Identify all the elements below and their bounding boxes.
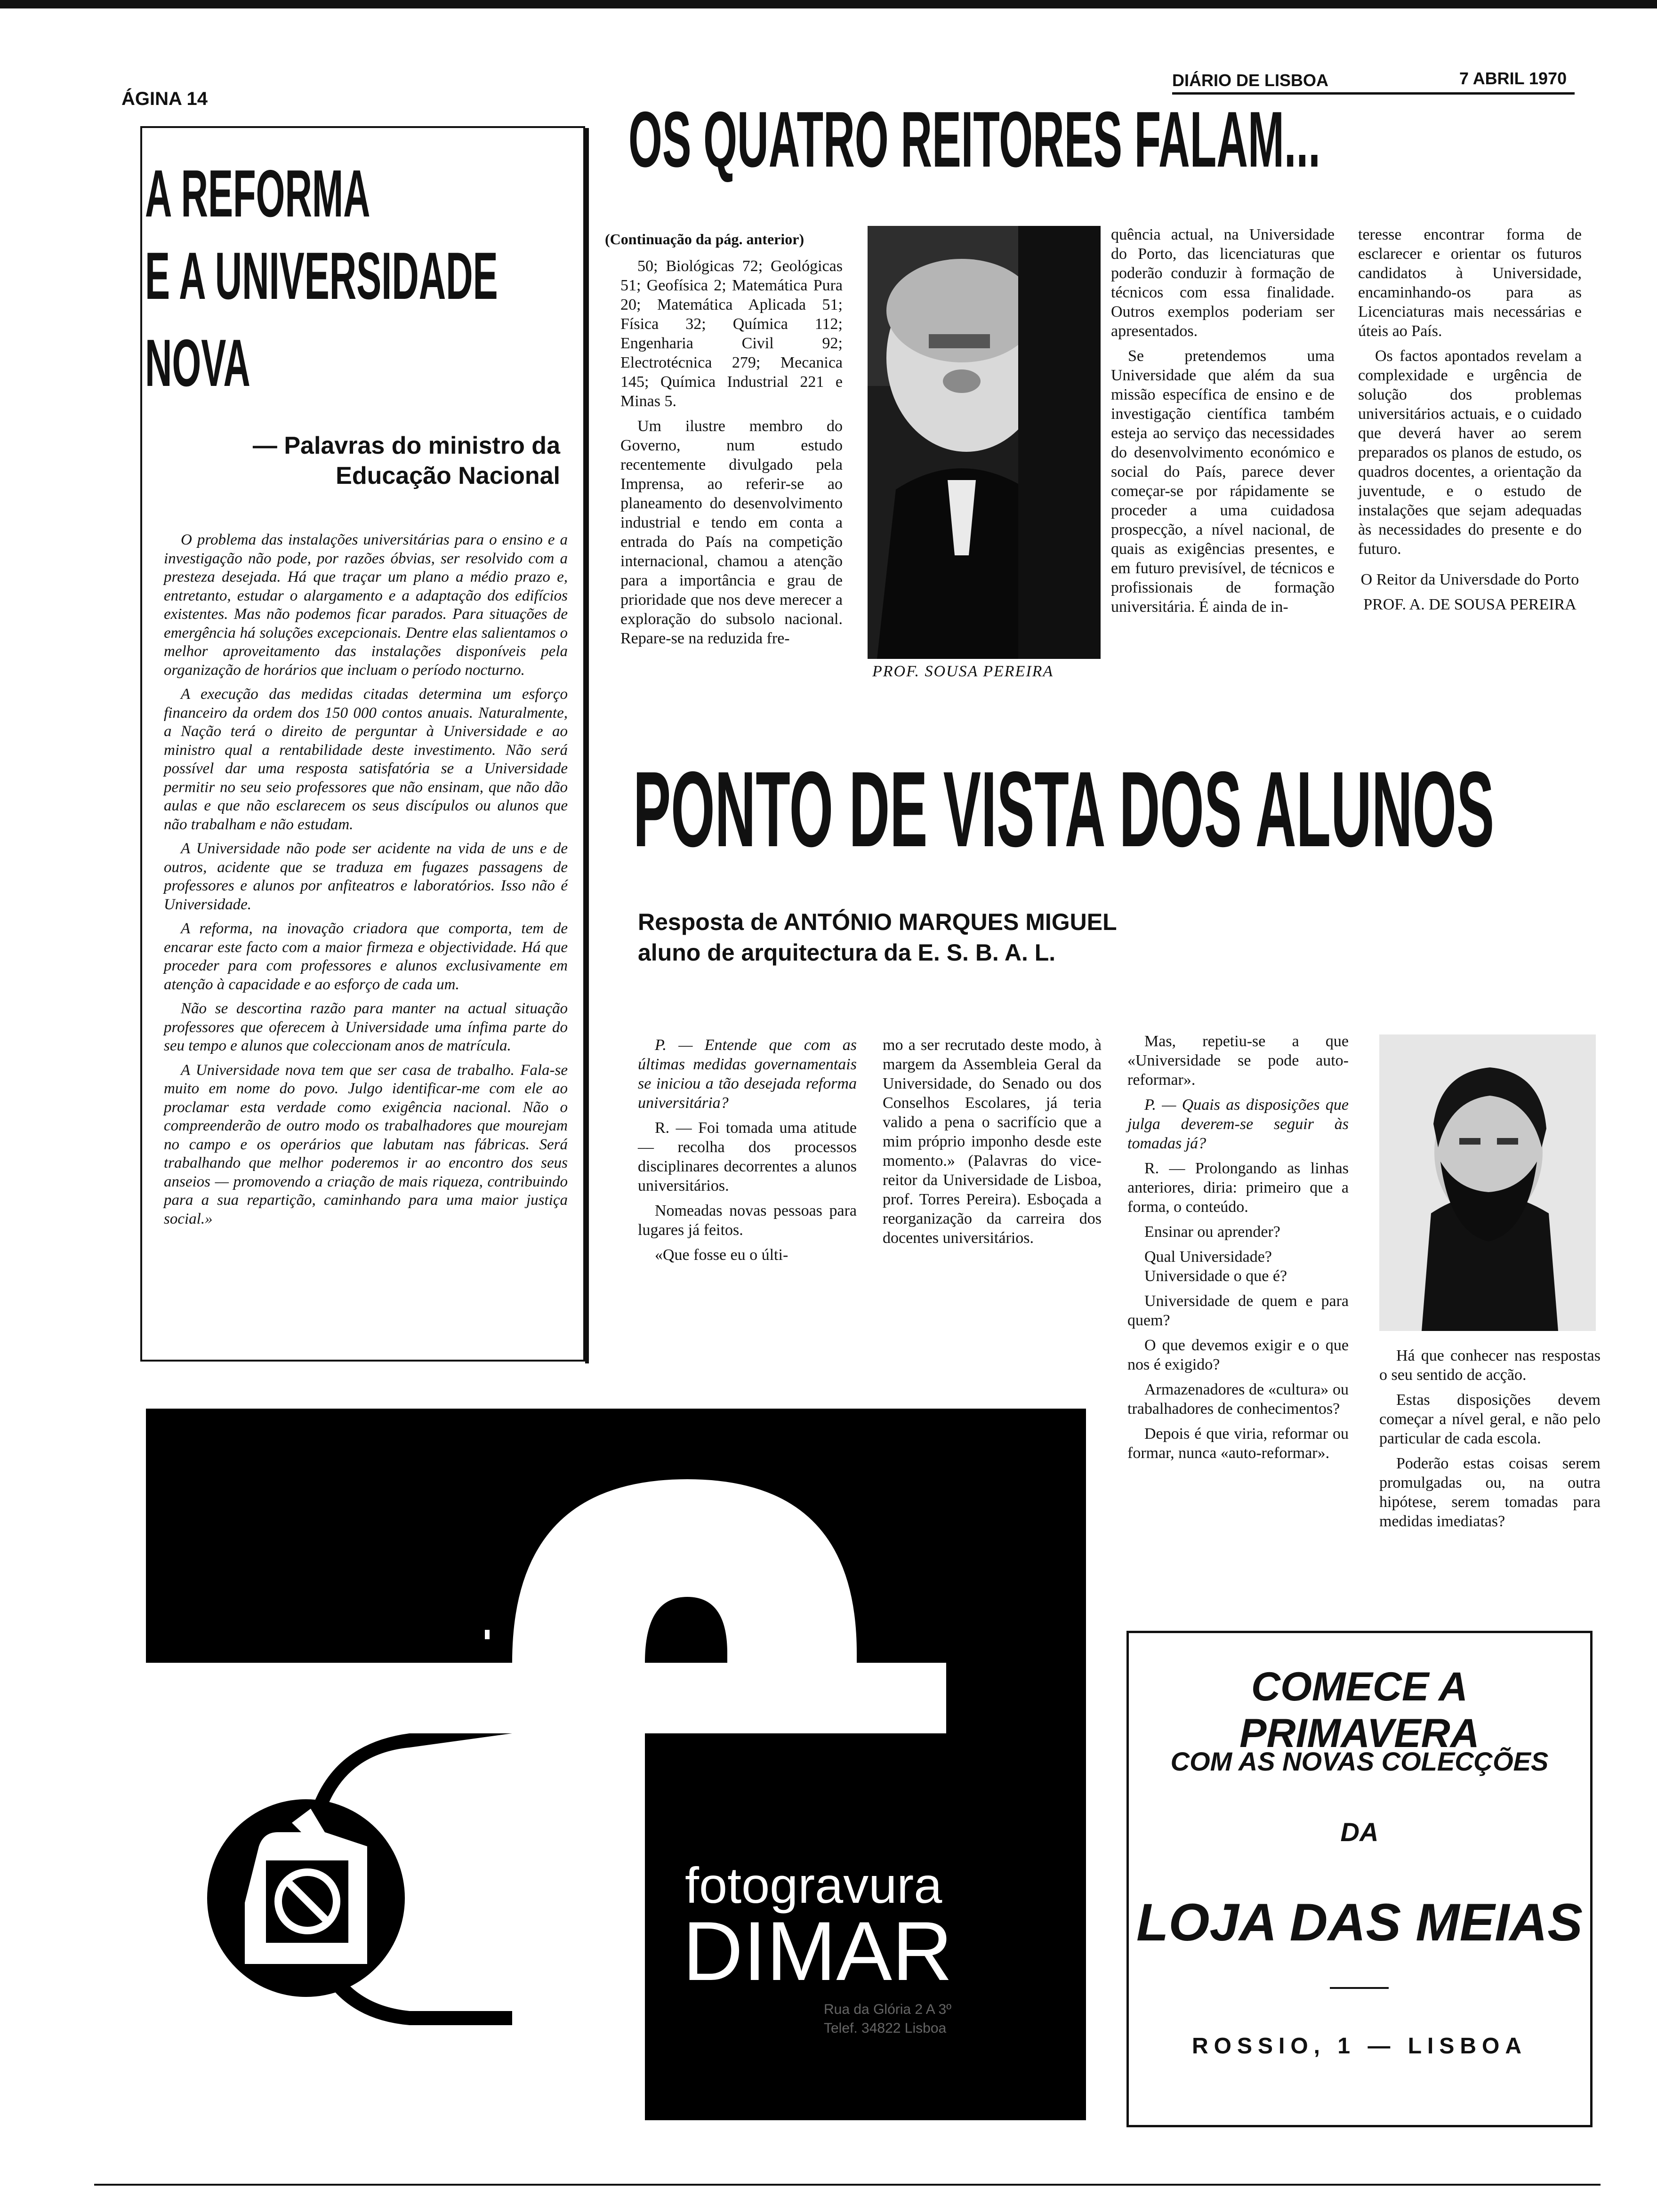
reitor-signoff-name: PROF. A. DE SOUSA PEREIRA xyxy=(1363,596,1577,613)
paragraph: teresse encontrar forma de esclarecer e orientar os futuros candidatos à Universidade, encaminhando-os para as Licenciaturas mais necessárias e úteis ao País. xyxy=(1358,226,1582,340)
alunos-column-1 xyxy=(638,1035,857,1270)
answer: R. — Prolongando as linhas anteriores, diria: primeiro que a forma, o conteúdo. xyxy=(1127,1160,1349,1216)
paragraph: Armazenadores de «cultura» ou trabalhadores de conhecimentos? xyxy=(1127,1381,1349,1418)
dimar-phone: Telef. 34822 Lisboa xyxy=(824,2020,947,2036)
alunos-subtitle-1: Resposta de ANTÓNIO MARQUES MIGUEL xyxy=(638,909,1117,935)
paragraph: Qual Universidade? xyxy=(1144,1248,1272,1266)
reitores-column-4 xyxy=(1358,225,1582,620)
meias-line-3: DA xyxy=(1340,1817,1379,1847)
student-portrait-image xyxy=(1379,1034,1596,1331)
paragraph: Poderão estas coisas serem promulgadas ou, na outra hipótese, serem tomadas para medidas imediatas? xyxy=(1379,1455,1601,1530)
issue-date: 7 ABRIL 1970 xyxy=(1459,69,1567,88)
paragraph: Ensinar ou aprender? xyxy=(1144,1223,1280,1241)
dimar-fotogravura-text: fotogravura xyxy=(685,1857,942,1914)
meias-line-2: COM AS NOVAS COLECÇÕES xyxy=(1170,1747,1549,1776)
left-article-title-line-1: A REFORMA xyxy=(145,156,370,231)
alunos-column-4 xyxy=(1379,1346,1601,1537)
meias-line-1: COMECE A PRIMAVERA xyxy=(1239,1664,1480,1756)
paragraph: Há que conhecer nas respostas o seu sentido de acção. xyxy=(1379,1347,1601,1384)
reitores-column-3 xyxy=(1111,225,1335,622)
paragraph: Se pretendemos uma Universidade que além da sua missão específica de ensino e de investigação científica também esteja ao serviço das necessidades do desenvolvimento económico e social do País, parece dever começar-se por rápidamente se proceder a uma cuidadosa prospecção, a nível nacional, de quais as exigências presentes, e em futuro previsível, de técnicos e profissionais de formação universitária. É ainda de in- xyxy=(1111,347,1335,616)
paragraph: Não se descortina razão para manter na actual situação professores que oferecem à Universidade uma ínfima parte do seu tempo e alunos que coleccionam anos de matrícula. xyxy=(164,1000,568,1054)
meias-address: ROSSIO, 1 — LISBOA xyxy=(1191,2034,1528,2059)
left-article-subtitle xyxy=(188,431,560,491)
reitores-column-1 xyxy=(620,256,843,654)
left-article-subtitle-line-2: Educação Nacional xyxy=(336,462,560,489)
bottom-rule xyxy=(94,2184,1601,2186)
left-article-subtitle-line-1: — Palavras do ministro da xyxy=(252,432,560,459)
left-article-title-line-3: NOVA xyxy=(145,326,250,401)
alunos-column-3 xyxy=(1127,1032,1349,1468)
paragraph: O problema das instalações universitárias para o ensino e a investigação não pode, por razões óbvias, ser resolvido com a presteza desejada. Há que traçar um plano a médio prazo e, entretanto, estudar o alargamento e a adaptação dos edifícios existentes. Mas não podemos ficar parados. Para situações de emergência há soluções excepcionais. Dentre elas salientamos o melhor aproveitamento das instalações disponíveis pela organização de horários que incluam o período nocturno. xyxy=(164,531,568,679)
paragraph: 50; Biológicas 72; Geológicas 51; Geofísica 2; Matemática Pura 20; Matemática Aplicada 51; Física 32; Química 112; Engenharia Civil 92; Electrotécnica 279; Mecanica 145; Química Industrial 221 e Minas 5. xyxy=(620,257,843,410)
question: P. — Quais as disposições que julga deverem-se seguir às tomadas já? xyxy=(1127,1096,1349,1152)
answer: R. — Foi tomada uma atitude — recolha dos processos disciplinares decorrentes a alunos universitários. xyxy=(638,1119,857,1194)
newspaper-name: DIÁRIO DE LISBOA xyxy=(1172,71,1329,90)
left-article-title-line-2: E A UNIVERSIDADE xyxy=(145,239,498,313)
page-number: ÁGINA 14 xyxy=(121,88,208,109)
meias-line-4: LOJA DAS MEIAS xyxy=(1136,1893,1583,1952)
paragraph: O que devemos exigir e o que nos é exigido? xyxy=(1127,1337,1349,1373)
reitores-headline: OS QUATRO REITORES FALAM... xyxy=(628,95,1320,184)
paragraph: Nomeadas novas pessoas para lugares já feitos. xyxy=(638,1202,857,1239)
paragraph: A reforma, na inovação criadora que comporta, tem de encarar este facto com a maior firmeza e objectividade. Há que proceder para com professores e alunos exclusivamente em atenção à capacidade e ao esforço de cada um. xyxy=(164,920,568,993)
alunos-subtitle-2: aluno de arquitectura da E. S. B. A. L. xyxy=(638,939,1056,966)
portrait-image xyxy=(868,226,1101,659)
top-rule xyxy=(0,0,1657,8)
paragraph: Mas, repetiu-se a que «Universidade se pode auto-reformar». xyxy=(1127,1033,1349,1089)
paragraph: A execução das medidas citadas determina um esforço financeiro da ordem dos 150 000 contos anuais. Naturalmente, a Nação terá o direito de perguntar à Universidade e ao ministro qual a rentabilidade deste investimento. Não será possível dar uma resposta satisfatória se a Universidade permitir no seu seio professores que não ensinam, que não dão aulas e que não esclarecem os seus discípulos ou alunos que não trabalham e não estudam. xyxy=(164,686,568,833)
left-article-body xyxy=(164,531,568,1234)
paragraph: Depois é que viria, reformar ou formar, nunca «auto-reformar». xyxy=(1127,1425,1349,1462)
dimar-address: Rua da Glória 2 A 3º xyxy=(824,2002,952,2017)
dimar-advertisement xyxy=(146,1409,1086,2120)
paragraph: A Universidade não pode ser acidente na vida de uns e de outros, acidente que se traduza em fugazes passagens de professores e alunos por anfiteatros e laboratórios. Isso não é Universidade. xyxy=(164,840,568,913)
question: P. — Entende que com as últimas medidas governamentais se iniciou a tão desejada reforma universitária? xyxy=(638,1036,857,1112)
portrait-photo-sousa-pereira xyxy=(868,226,1101,659)
alunos-headline: PONTO DE VISTA DOS ALUNOS xyxy=(633,750,1495,869)
paragraph: quência actual, na Universidade do Porto, das licenciaturas que poderão conduzir à formação de técnicos com essa finalidade. Outros exemplos poderiam ser apresentados. xyxy=(1111,226,1335,340)
paragraph: Universidade de quem e para quem? xyxy=(1127,1292,1349,1329)
paragraph: Universidade o que é? xyxy=(1144,1267,1287,1285)
left-article-box-shadow xyxy=(585,128,589,1363)
dimar-brand-text: DIMAR xyxy=(683,1904,953,1998)
meias-divider xyxy=(1330,1987,1389,1989)
paragraph: Os factos apontados revelam a complexidade e urgência de solução dos problemas universitários actuais, e o cuidado que deverá haver ao serem preparados os planos de estudo, os quadros docentes, a orientação da juventude, e o estudo de instalações que sejam adequadas às necessidades do presente e do futuro. xyxy=(1358,347,1582,558)
portrait-photo-student xyxy=(1379,1034,1596,1331)
paragraph: «Que fosse eu o últi- xyxy=(655,1246,788,1264)
paragraph: Estas disposições devem começar a nível geral, e não pelo particular de cada escola. xyxy=(1379,1391,1601,1447)
portrait-caption: PROF. SOUSA PEREIRA xyxy=(872,663,1054,680)
paragraph: Um ilustre membro do Governo, num estudo recentemente divulgado pela Imprensa, ao referir-se ao planeamento do desenvolvimento industrial e tendo em conta a entrada do País na competição internacional, chamou a atenção para a importância e grau de prioridade que nos deve merecer a exploração do subsolo nacional. Repare-se na reduzida fre- xyxy=(620,417,843,647)
reitor-signoff-title: O Reitor da Universdade do Porto xyxy=(1360,571,1579,588)
alunos-column-2 xyxy=(883,1035,1102,1253)
paragraph: A Universidade nova tem que ser casa de trabalho. Fala-se muito em nome do povo. Julgo identificar-me com ele ao proclamar esta verdade como exigência nacional. Não o compreenderão de outro modo os trabalhadores que mourejam no campo e os operários que labutam nas fábricas. Será trabalhando que melhor poderemos ir ao encontro dos seus anseios — promovendo a criação de mais riqueza, contribuindo para a sua repartição, caminhando para uma maior justiça social.» xyxy=(164,1061,568,1227)
continuation-note: (Continuação da pág. anterior) xyxy=(605,231,804,248)
paragraph: mo a ser recrutado deste modo, à margem da Assembleia Geral da Universidade, do Senado ou dos Conselhos Escolares, já teria valido a pena o sacrifício que a mim próprio imponho desde este momento.» (Palavras do vice-reitor da Universidade de Lisboa, prof. Torres Pereira). Esboçada a reorganização da carreira dos docentes universitários. xyxy=(883,1036,1102,1247)
